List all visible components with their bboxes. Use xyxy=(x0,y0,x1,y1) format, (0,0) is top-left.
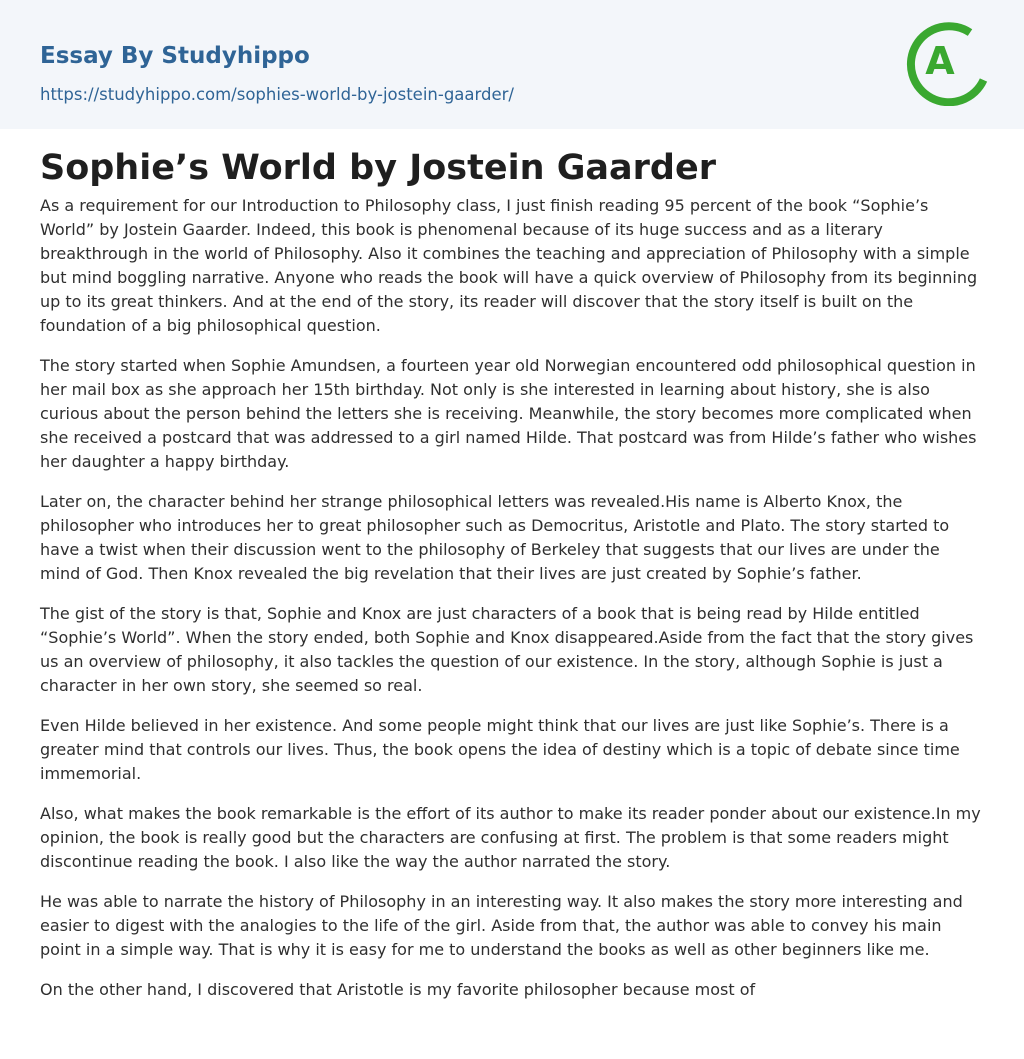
logo-letter: A xyxy=(925,39,955,83)
article-paragraph: The story started when Sophie Amundsen, a fourteen year old Norwegian encountered odd philosophical question in her mail box as she approach her 15th birthday. Not only is she interested in learning about history, she is also curious about the person behind the letters she is receiving. Meanwhile, the story becomes more complicated when she received a postcard that was addressed to a girl named Hilde. That postcard was from Hilde’s father who wishes her daughter a happy birthday. xyxy=(40,356,977,471)
studyhippo-logo-icon xyxy=(904,18,988,106)
article-paragraph: On the other hand, I discovered that Aristotle is my favorite philosopher because most of xyxy=(40,980,756,999)
brand-title: Essay By Studyhippo xyxy=(40,43,310,69)
article-paragraph: The gist of the story is that, Sophie and Knox are just characters of a book that is being read by Hilde entitled “Sophie’s World”. When the story ended, both Sophie and Knox disappeared.Aside from the fact that the story gives us an overview of philosophy, it also tackles the question of our existence. In the story, although Sophie is just a character in her own story, she seemed so real. xyxy=(40,604,974,695)
article-paragraph: Also, what makes the book remarkable is the effort of its author to make its reader ponder about our existence.In my opinion, the book is really good but the characters are confusing at first. The problem is that some readers might discontinue reading the book. I also like the way the author narrated the story. xyxy=(40,804,981,871)
article-title: Sophie’s World by Jostein Gaarder xyxy=(40,148,716,188)
article-paragraph: He was able to narrate the history of Philosophy in an interesting way. It also makes the story more interesting and easier to digest with the analogies to the life of the girl. Aside from that, the author was able to convey his main point in a simple way. That is why it is easy for me to understand the books as well as other beginners like me. xyxy=(40,892,963,959)
article-paragraph: Later on, the character behind her strange philosophical letters was revealed.His name is Alberto Knox, the philosopher who introduces her to great philosopher such as Democritus, Aristotle and Plato. The story started to have a twist when their discussion went to the philosophy of Berkeley that suggests that our lives are under the mind of God. Then Knox revealed the big revelation that their lives are just created by Sophie’s father. xyxy=(40,492,950,583)
article-body xyxy=(40,194,984,1018)
article-paragraph: Even Hilde believed in her existence. And some people might think that our lives are just like Sophie’s. There is a greater mind that controls our lives. Thus, the book opens the idea of destiny which is a topic of debate since time immemorial. xyxy=(40,716,960,783)
source-url-link[interactable]: https://studyhippo.com/sophies-world-by-jostein-gaarder/ xyxy=(40,85,514,104)
article-paragraph: As a requirement for our Introduction to Philosophy class, I just finish reading 95 percent of the book “Sophie’s World” by Jostein Gaarder. Indeed, this book is phenomenal because of its huge success and as a literary breakthrough in the world of Philosophy. Also it combines the teaching and appreciation of Philosophy with a simple but mind boggling narrative. Anyone who reads the book will have a quick overview of Philosophy from its beginning up to its great thinkers. And at the end of the story, its reader will discover that the story itself is built on the foundation of a big philosophical question. xyxy=(40,196,978,335)
